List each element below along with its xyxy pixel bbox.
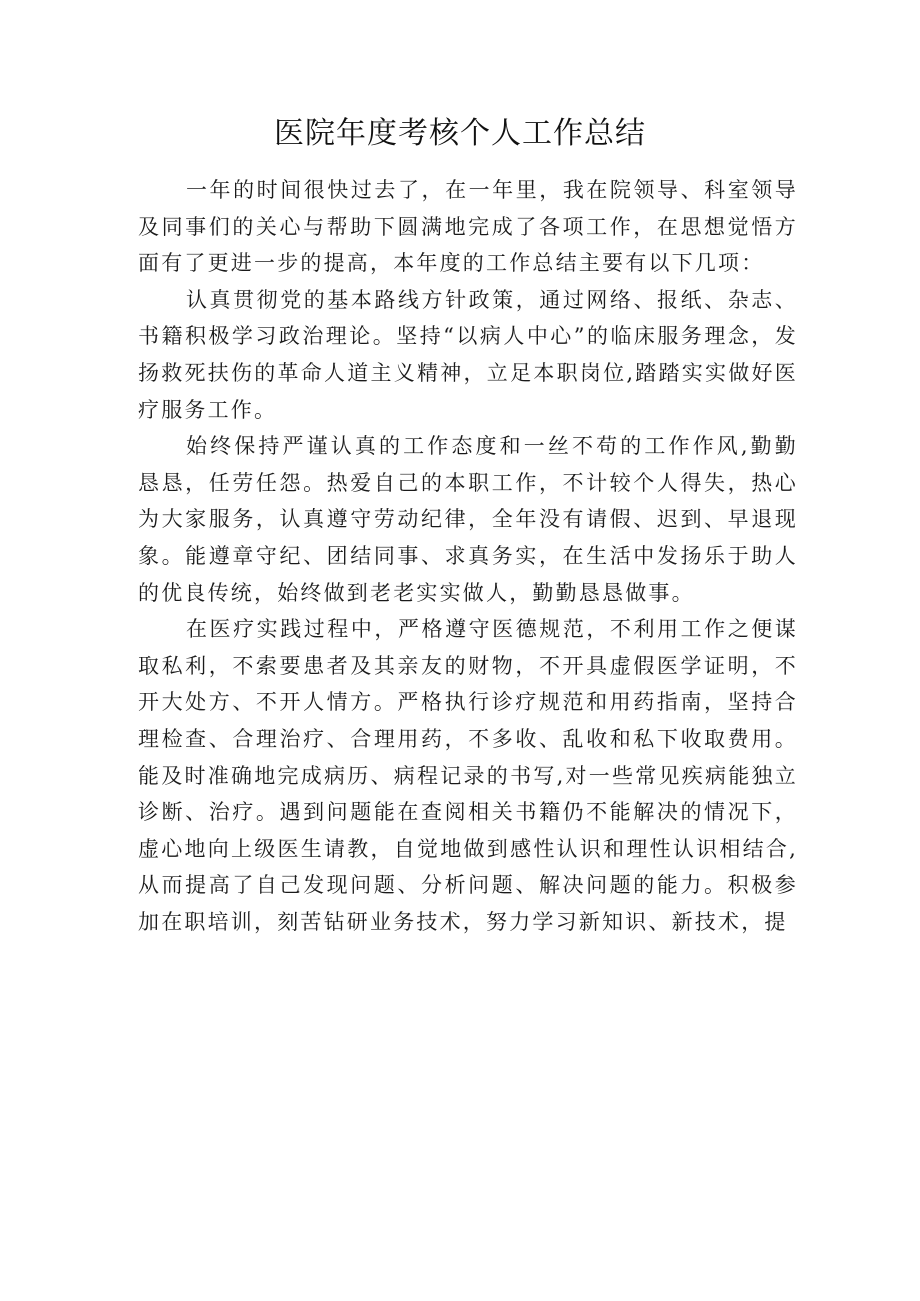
paragraph-medical-practice: 在医疗实践过程中，严格遵守医德规范，不利用工作之便谋取私利，不索要患者及其亲友的财物，不开具虚假医学证明，不开大处方、不开人情方。严格执行诊疗规范和用药指南，坚持合理检查、合理治疗、合理用药，不多收、乱收和私下收取费用。能及时准确地完成病历、病程记录的书写,对一些常见疾病能独立诊断、治疗。遇到问题能在查阅相关书籍仍不能解决的情况下，虚心地向上级医生请教，自觉地做到感性认识和理性认识相结合,从而提高了自己发现问题、分析问题、解决问题的能力。积极参加在职培训，刻苦钻研业务技术，努力学习新知识、新技术，提: [138, 617, 798, 934]
paragraph-political-study: 认真贯彻党的基本路线方针政策，通过网络、报纸、杂志、书籍积极学习政治理论。坚持“以病人中心”的临床服务理念，发扬救死扶伤的革命人道主义精神，立足本职岗位,踏踏实实做好医疗服务工作。: [138, 287, 798, 422]
document-title: 医院年度考核个人工作总结: [274, 116, 646, 151]
paragraph-work-attitude: 始终保持严谨认真的工作态度和一丝不苟的工作作风,勤勤恳恳，任劳任怨。热爱自己的本职工作，不计较个人得失，热心为大家服务，认真遵守劳动纪律，全年没有请假、迟到、早退现象。能遵章守纪、团结同事、求真务实，在生活中发扬乐于助人的优良传统，始终做到老老实实做人，勤勤恳恳做事。: [138, 434, 798, 605]
paragraph-intro: 一年的时间很快过去了，在一年里，我在院领导、科室领导及同事们的关心与帮助下圆满地完成了各项工作，在思想觉悟方面有了更进一步的提高，本年度的工作总结主要有以下几项：: [138, 178, 798, 276]
document-body: [138, 172, 798, 940]
